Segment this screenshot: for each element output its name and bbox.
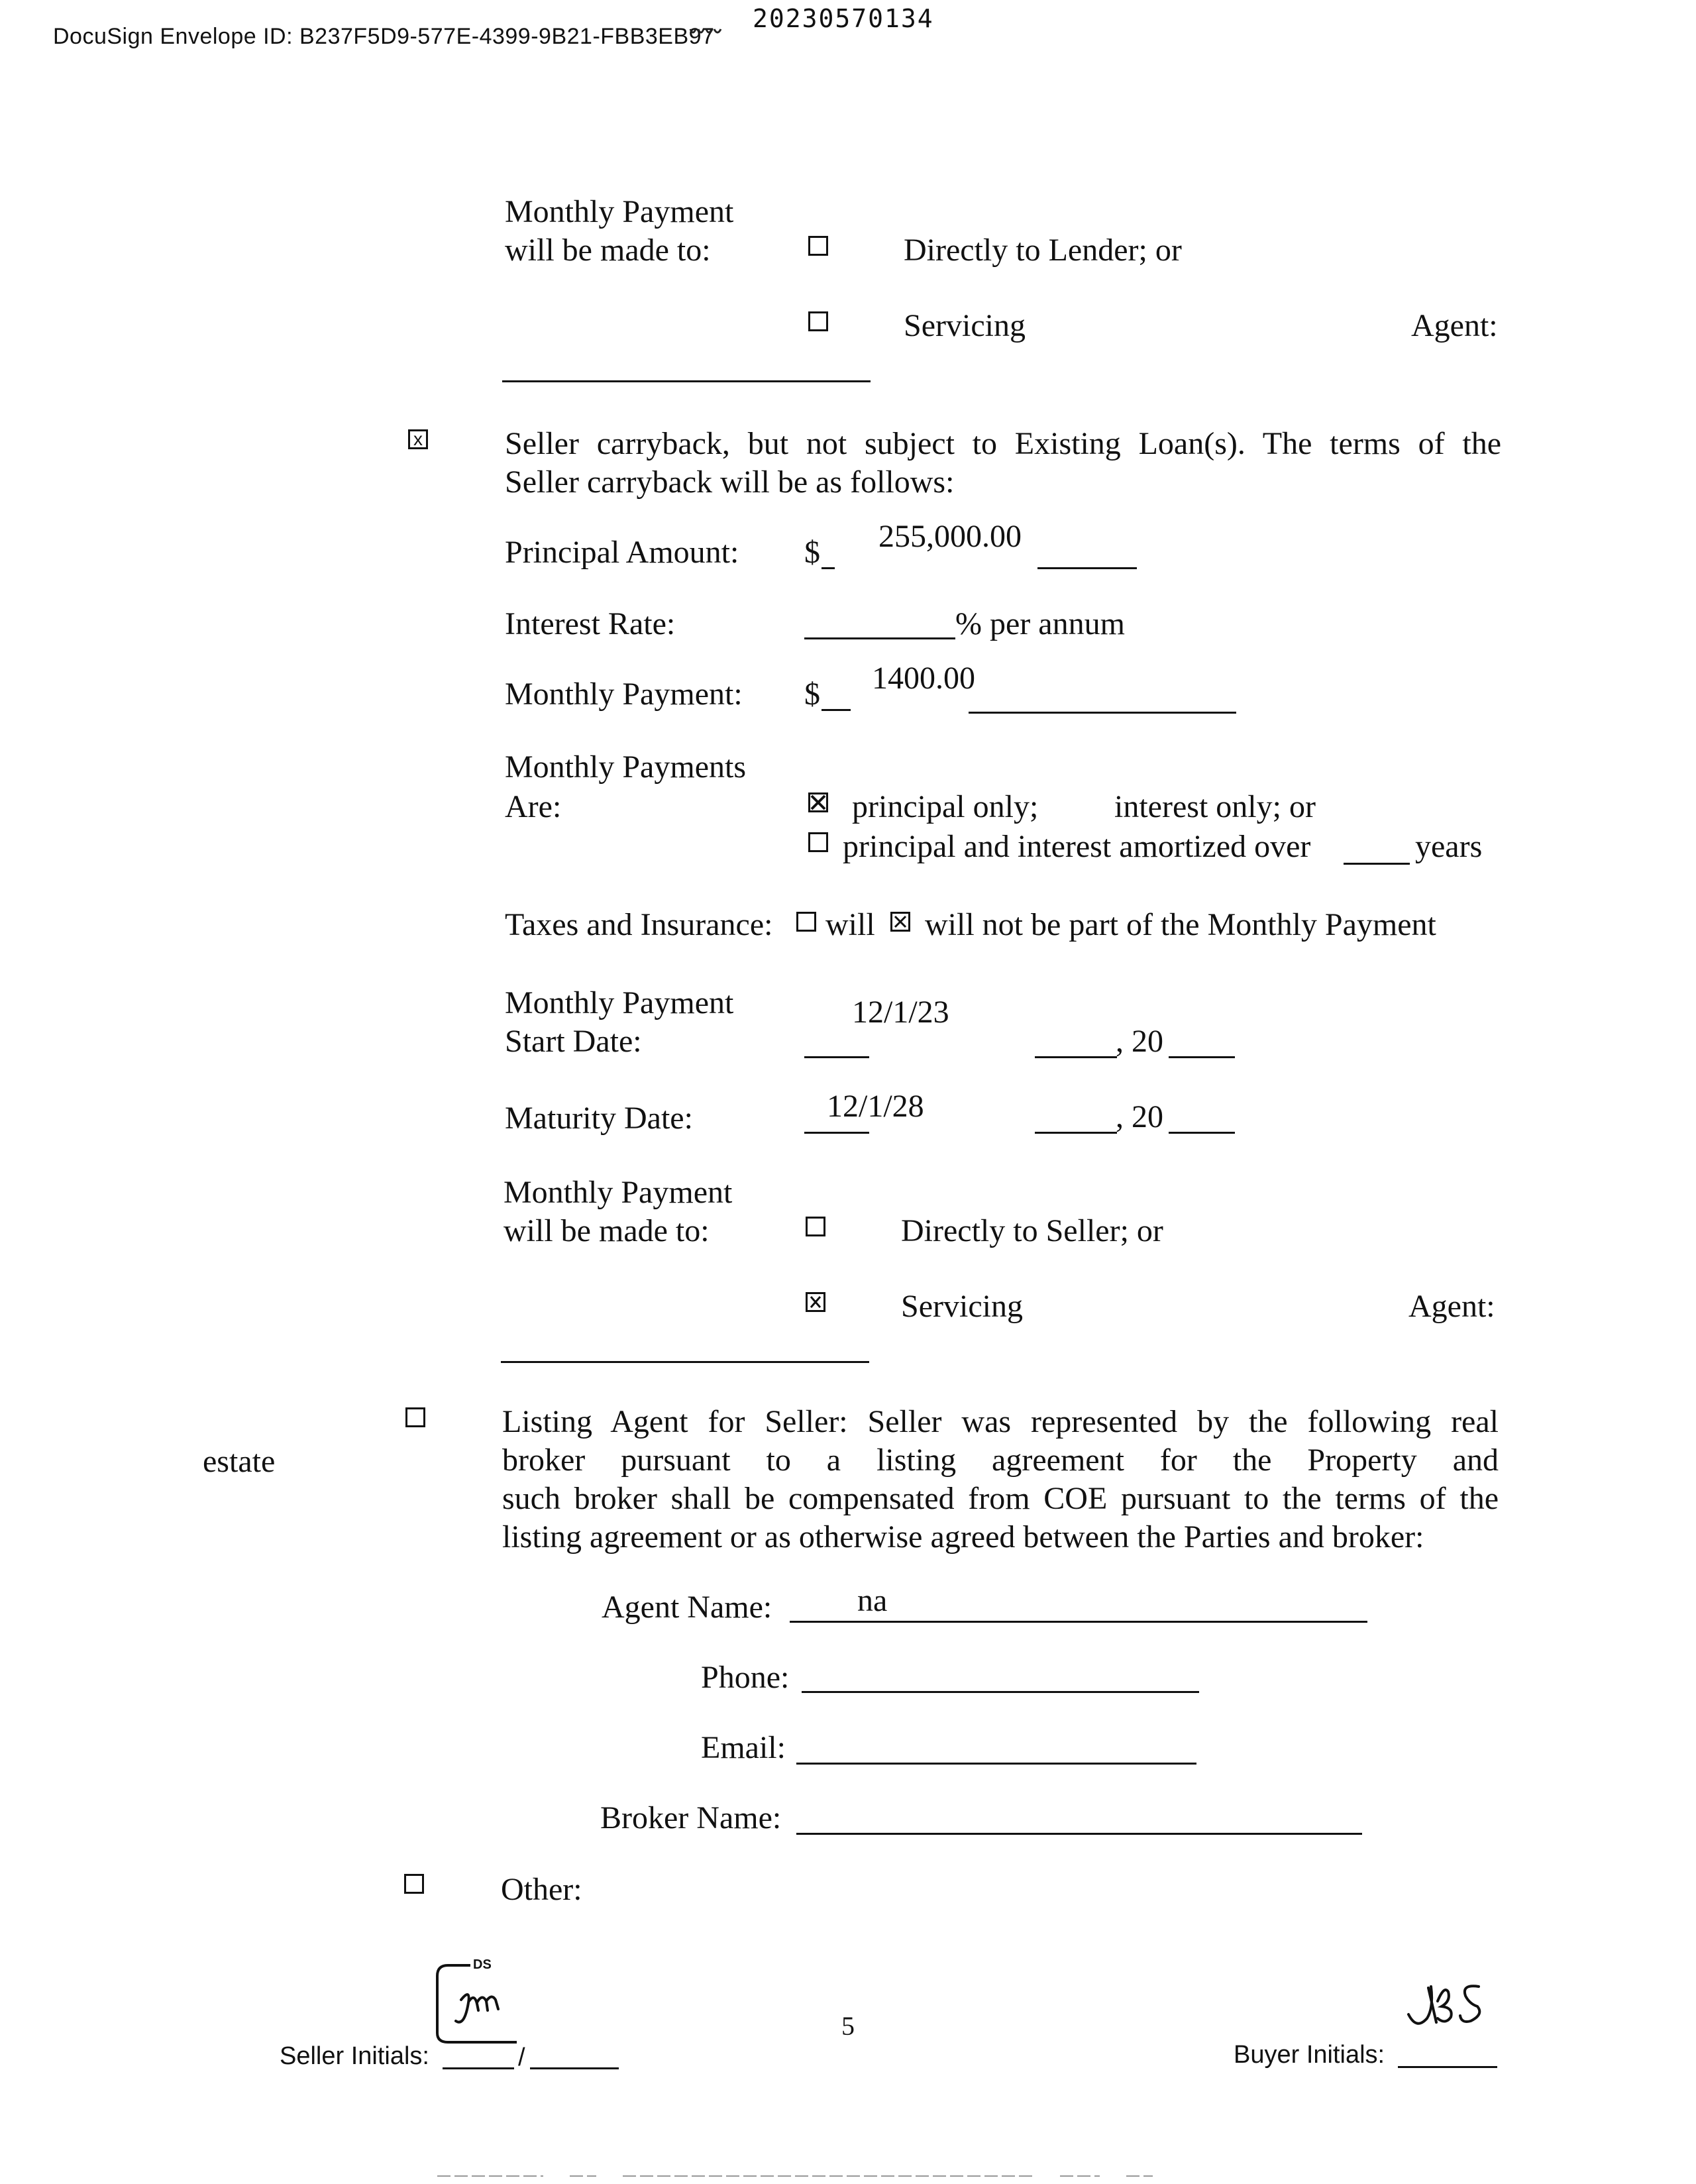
principal-amount-label: Principal Amount:: [505, 535, 739, 570]
clipped-text-fragment: [689, 28, 722, 37]
lender-checkbox[interactable]: [808, 236, 828, 256]
seller-carryback-checkbox[interactable]: [408, 429, 428, 449]
carryback-agent-label: Agent:: [1408, 1289, 1495, 1324]
buyer-initials-signature: [1404, 1975, 1497, 2041]
carryback-servicing-label: Servicing: [901, 1289, 1023, 1324]
start-year-blank[interactable]: [1169, 1056, 1235, 1058]
x-mark-icon: [892, 914, 908, 930]
buyer-initials-label: Buyer Initials:: [1234, 2041, 1385, 2069]
amortized-label: principal and interest amortized over: [843, 829, 1311, 864]
x-mark-icon: [808, 1294, 823, 1310]
broker-name-label: Broker Name:: [600, 1800, 782, 1835]
x-mark-icon: [810, 794, 826, 810]
maturity-year-blank[interactable]: [1169, 1132, 1235, 1134]
carryback-payment-to-label: Monthly Payment: [504, 1175, 733, 1210]
taxes-will-checkbox[interactable]: [796, 912, 816, 932]
agent-name-line: [790, 1621, 1367, 1623]
servicing-checkbox[interactable]: [808, 311, 828, 331]
taxes-will-label: will: [825, 907, 875, 942]
payments-are-label: Monthly Payments: [505, 749, 747, 785]
interest-only-label: interest only; or: [1114, 789, 1316, 824]
docusign-tag: DS: [473, 1957, 492, 1972]
monthly-payment-label: Monthly Payment:: [505, 677, 743, 712]
principal-currency: $: [804, 535, 820, 570]
listing-agent-line-3: such broker shall be compensated from COE pursuant to the terms of the: [502, 1481, 1499, 1516]
amortized-checkbox[interactable]: [808, 832, 828, 852]
seller-direct-label: Directly to Seller; or: [901, 1213, 1163, 1248]
carryback-servicing-checkbox[interactable]: [806, 1292, 825, 1312]
monthly-blank-start: [822, 709, 851, 711]
listing-agent-line-2: broker pursuant to a listing agreement for the Property and: [502, 1443, 1499, 1478]
check-mark-icon: x: [413, 429, 423, 449]
agent-name-label: Agent Name:: [602, 1590, 772, 1625]
principal-amount-value[interactable]: 255,000.00: [878, 519, 1022, 554]
servicing-option-label: Servicing: [904, 308, 1026, 343]
start-date-value[interactable]: 12/1/23: [852, 995, 949, 1030]
buyer-initials-line[interactable]: [1398, 2066, 1497, 2068]
carryback-agent-blank[interactable]: [501, 1361, 869, 1363]
start-year-prefix: , 20: [1116, 1024, 1163, 1059]
amortization-years-blank[interactable]: [1344, 863, 1410, 865]
agent-name-value[interactable]: na: [857, 1583, 888, 1618]
other-checkbox[interactable]: [404, 1874, 424, 1894]
listing-agent-checkbox[interactable]: [405, 1407, 425, 1427]
seller-carryback-intro: Seller carryback, but not subject to Existing Loan(s). The terms of the: [505, 426, 1501, 461]
monthly-currency: $: [804, 677, 820, 712]
seller-initials-label: Seller Initials:: [280, 2042, 429, 2070]
other-label: Other:: [501, 1872, 582, 1907]
email-field[interactable]: [796, 1763, 1196, 1765]
recording-number: 20230570134: [753, 4, 934, 33]
interest-rate-blank[interactable]: [804, 637, 955, 639]
payment-to-label: Monthly Payment: [505, 194, 734, 229]
taxes-will-not-checkbox[interactable]: [890, 912, 910, 932]
clipped-envelope-suffix: [689, 28, 722, 37]
envelope-id: DocuSign Envelope ID: B237F5D9-577E-4399-9B21-FBB3EB97: [53, 24, 715, 49]
principal-blank-start: [822, 567, 835, 569]
phone-field[interactable]: [802, 1691, 1199, 1693]
maturity-month-blank: [804, 1132, 869, 1134]
payment-to-label-cont: will be made to:: [505, 233, 711, 268]
maturity-date-value[interactable]: 12/1/28: [827, 1089, 924, 1124]
taxes-insurance-label: Taxes and Insurance:: [505, 907, 773, 942]
maturity-year-prefix: , 20: [1116, 1099, 1163, 1134]
broker-name-field[interactable]: [796, 1833, 1362, 1835]
principal-blank-end: [1037, 567, 1137, 569]
seller-initials-line-2[interactable]: [530, 2067, 619, 2069]
agent-name-blank[interactable]: [502, 380, 871, 382]
maturity-day-blank: [1035, 1132, 1117, 1134]
start-date-label-cont: Start Date:: [505, 1024, 642, 1059]
scan-artifact-line: [437, 2173, 1232, 2180]
email-label: Email:: [701, 1730, 786, 1765]
start-month-blank: [804, 1056, 869, 1058]
principal-only-label: principal only;: [852, 789, 1039, 824]
lender-option-label: Directly to Lender; or: [904, 233, 1182, 268]
listing-agent-line-4: listing agreement or as otherwise agreed between the Parties and broker:: [502, 1519, 1424, 1555]
margin-word: estate: [203, 1444, 276, 1479]
maturity-date-label: Maturity Date:: [505, 1101, 693, 1136]
years-label: years: [1415, 829, 1483, 864]
agent-label: Agent:: [1411, 308, 1498, 343]
page-number: 5: [841, 2011, 855, 2041]
listing-agent-line-1: Listing Agent for Seller: Seller was represented by the following real: [502, 1404, 1499, 1439]
monthly-payment-value[interactable]: 1400.00: [872, 661, 975, 696]
monthly-blank-end: [969, 712, 1236, 714]
interest-rate-suffix: % per annum: [955, 606, 1125, 641]
taxes-will-not-label: will not be part of the Monthly Payment: [925, 907, 1436, 942]
start-date-label: Monthly Payment: [505, 985, 734, 1020]
carryback-payment-to-label-cont: will be made to:: [504, 1213, 710, 1248]
start-day-blank: [1035, 1056, 1117, 1058]
principal-only-checkbox[interactable]: [808, 792, 828, 812]
seller-initials-signature: [431, 1960, 523, 2053]
phone-label: Phone:: [701, 1660, 790, 1695]
seller-initials-line-1[interactable]: [443, 2067, 514, 2069]
initials-separator: /: [518, 2044, 525, 2071]
interest-rate-label: Interest Rate:: [505, 606, 676, 641]
seller-direct-checkbox[interactable]: [806, 1217, 825, 1236]
payments-are-label-cont: Are:: [505, 789, 562, 824]
seller-carryback-intro-cont: Seller carryback will be as follows:: [505, 464, 955, 500]
